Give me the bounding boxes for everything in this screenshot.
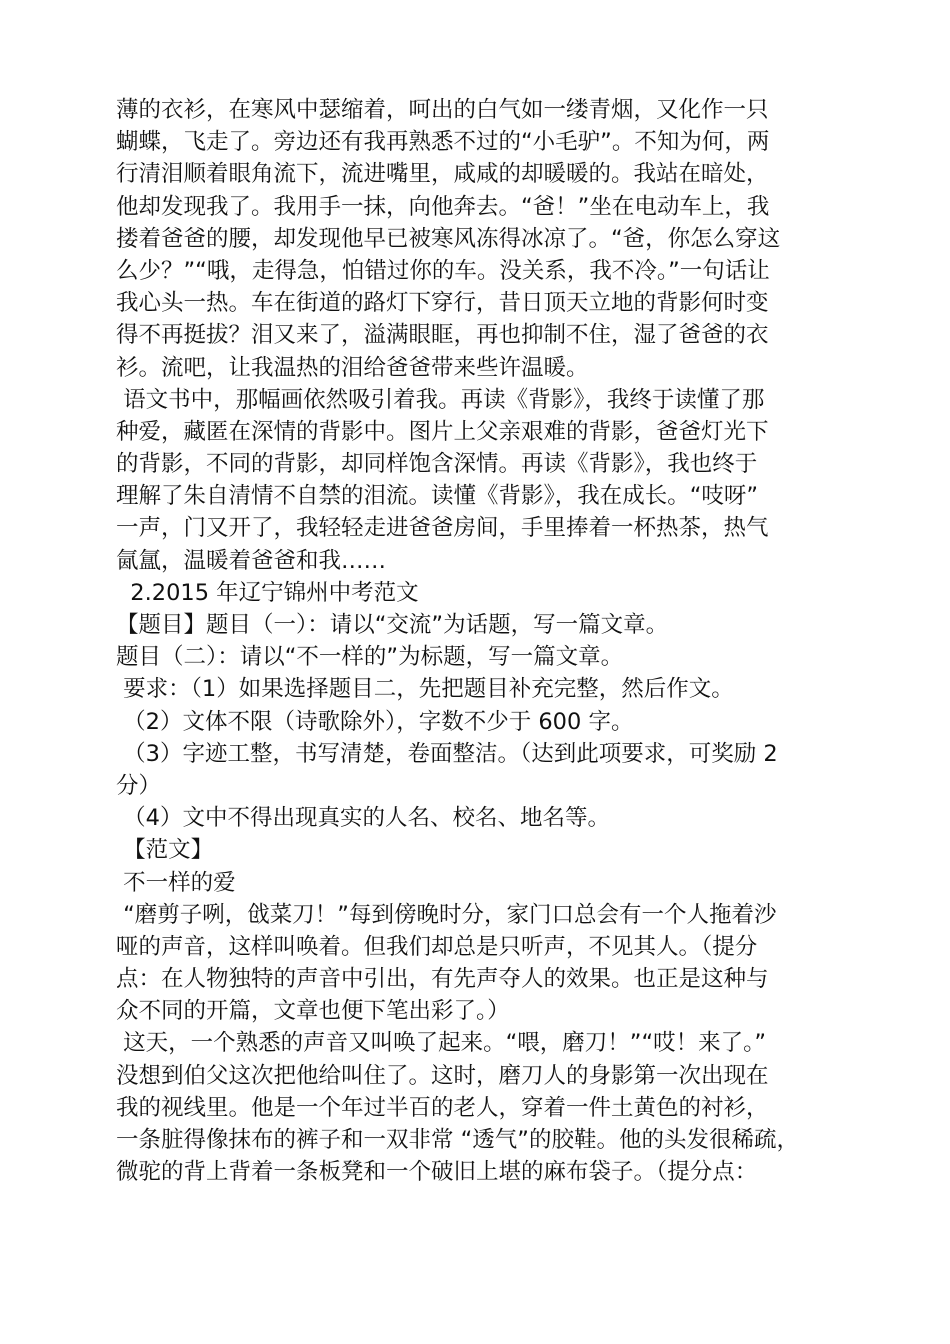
text-line: 薄的衣衫，在寒风中瑟缩着，呵出的白气如一缕青烟，又化作一只 <box>116 97 769 123</box>
text-line: 的背影，不同的背影，却同样饱含深情。再读《背影》，我也终于 <box>116 451 758 478</box>
text-line: 他却发现我了。我用手一抹，向他奔去。“爸！”坐在电动车上，我 <box>116 193 770 220</box>
text-line: 蝴蝶，飞走了。旁边还有我再熟悉不过的“小毛驴”。不知为何，两 <box>116 129 770 156</box>
text-line: 语文书中，那幅画依然吸引着我。再读《背影》，我终于读懂了那 <box>116 386 765 413</box>
text-line: 【范文】 <box>116 837 214 864</box>
document-page <box>116 94 846 1188</box>
text-line: 题目（二）：请以“不一样的”为标题，写一篇文章。 <box>116 644 624 671</box>
text-line: 一声，门又开了，我轻轻走进爸爸房间，手里捧着一杯热茶，热气 <box>116 515 769 542</box>
text-line: 没想到伯父这次把他给叫住了。这时，磨刀人的身影第一次出现在 <box>116 1062 769 1089</box>
text-line: 氤氲，温暖着爸爸和我…… <box>116 547 387 574</box>
text-line: （4）文中不得出现真实的人名、校名、地名等。 <box>116 805 610 832</box>
text-line: 么少？”“哦，走得急，怕错过你的车。没关系，我不冷。”一句话让 <box>116 257 770 284</box>
text-line: 这天，一个熟悉的声音又叫唤了起来。“喂，磨刀！”“哎！来了。” <box>116 1030 767 1057</box>
text-line: 种爱，藏匿在深情的背影中。图片上父亲艰难的背影，爸爸灯光下 <box>116 418 769 445</box>
text-line: “磨剪子咧，戗菜刀！”每到傍晚时分，家门口总会有一个人拖着沙 <box>116 901 777 928</box>
text-line: （3）字迹工整，书写清楚，卷面整洁。（达到此项要求，可奖励 2 <box>116 740 778 767</box>
text-line: 哑的声音，这样叫唤着。但我们却总是只听声，不见其人。（提分 <box>116 933 758 960</box>
text-line: 搂着爸爸的腰，却发现他早已被寒风冻得冰凉了。“爸，你怎么穿这 <box>116 225 781 252</box>
text-line: 得不再挺拔？泪又来了，溢满眼眶，再也抑制不住，湿了爸爸的衣 <box>116 322 769 349</box>
text-line: 衫。流吧，让我温热的泪给爸爸带来些许温暖。 <box>116 354 589 381</box>
text-line: 点：在人物独特的声音中引出，有先声夺人的效果。也正是这种与 <box>116 966 769 993</box>
text-line: 一条脏得像抹布的裤子和一双非常 “透气”的胶鞋。他的头发很稀疏， <box>116 1127 799 1153</box>
text-line: 要求：（1）如果选择题目二，先把题目补充完整，然后作文。 <box>116 676 734 703</box>
text-line: 行清泪顺着眼角流下，流进嘴里，咸咸的却暖暖的。我站在暗处， <box>116 161 769 188</box>
text-line: 微驼的背上背着一条板凳和一个破旧上堪的麻布袋子。（提分点： <box>116 1159 758 1186</box>
text-line: （2）文体不限（诗歌除外），字数不少于 600 字。 <box>116 708 634 735</box>
text-line: 我的视线里。他是一个年过半百的老人，穿着一件土黄色的衬衫， <box>116 1094 769 1121</box>
text-line: 众不同的开篇，文章也便下笔出彩了。） <box>116 998 510 1025</box>
text-line: 分） <box>116 772 162 799</box>
text-line: 我心头一热。车在街道的路灯下穿行，昔日顶天立地的背影何时变 <box>116 290 769 317</box>
section-heading: 2.2015 年辽宁锦州中考范文 <box>116 579 419 606</box>
text-line: 理解了朱自清情不自禁的泪流。读懂《背影》，我在成长。“吱呀” <box>116 483 759 510</box>
essay-title: 不一样的爱 <box>116 869 236 896</box>
text-line: 【题目】题目（一）：请以“交流”为话题，写一篇文章。 <box>116 612 669 638</box>
